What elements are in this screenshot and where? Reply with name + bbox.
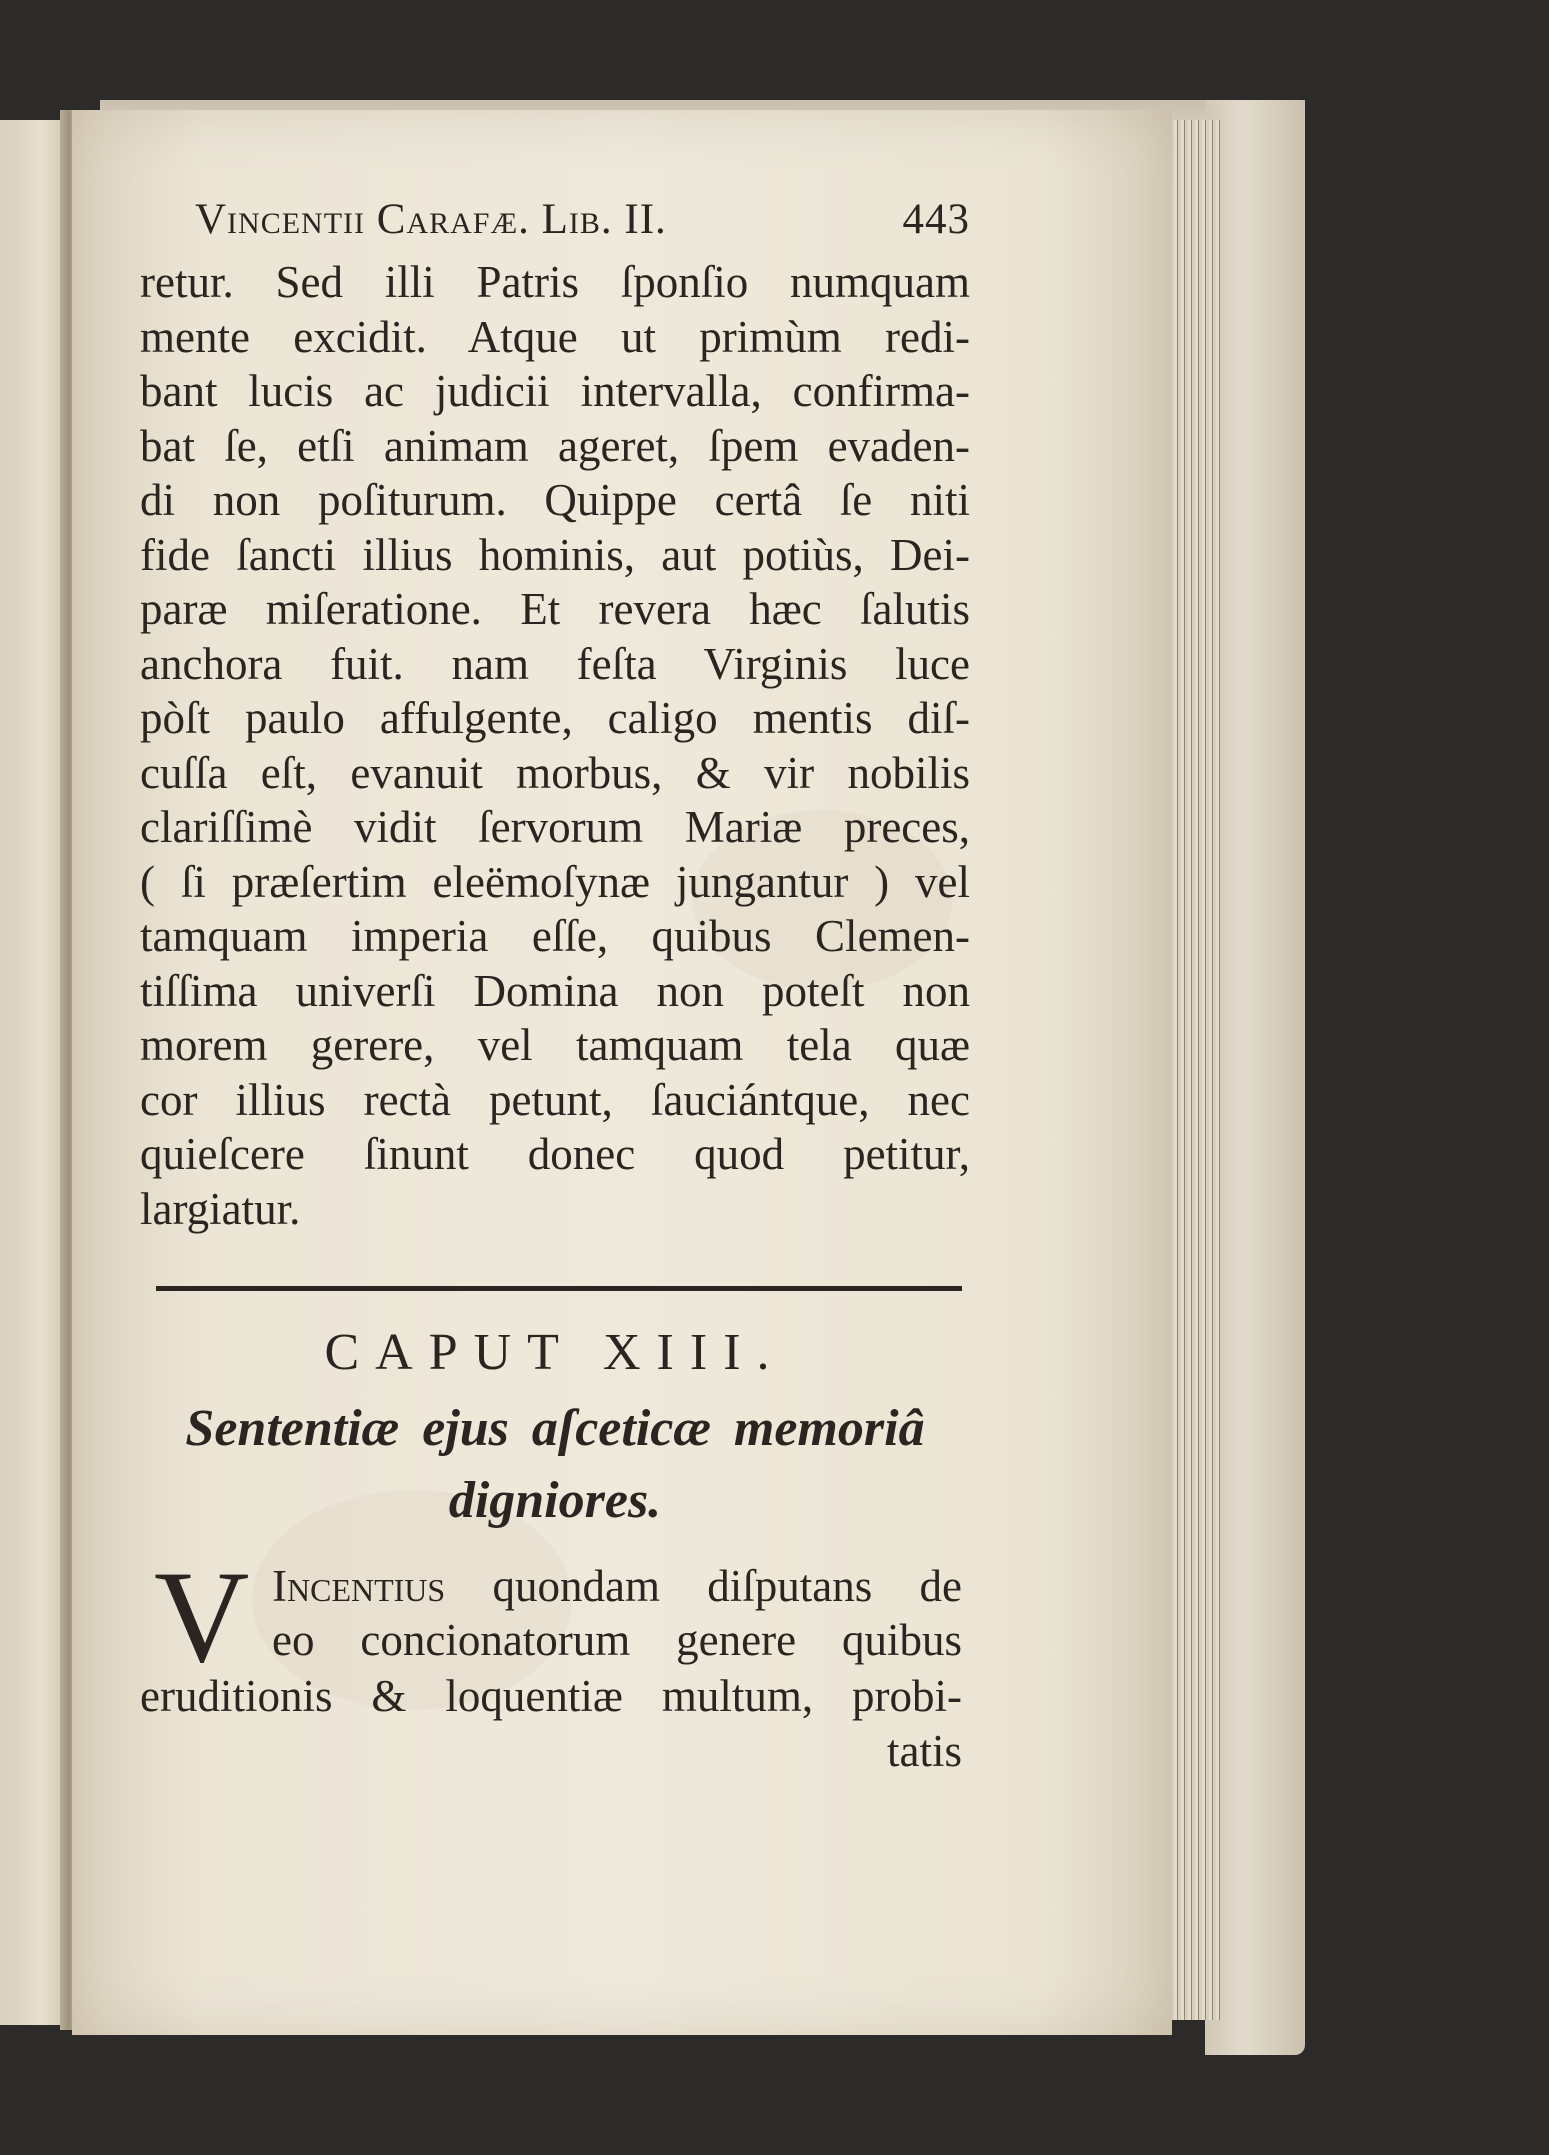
chapter-subtitle-line: digniores. [448,1472,662,1529]
text-line: retur. Sed illi Patris ſponſio numquam [140,257,970,307]
page-number: 443 [902,196,970,243]
chapter-subtitle-line: Sententiæ ejus aſceticæ memoriâ [185,1400,925,1457]
text-line: quieſcere ſinunt donec quod petitur, [140,1129,970,1179]
chapter-divider-rule [156,1286,962,1291]
text-line: bant lucis ac judicii intervalla, confirma- [140,366,970,416]
book-cover-board [1205,100,1305,2055]
running-head [140,195,970,255]
chapter-heading: CAPUT XIII. [324,1324,786,1381]
body-paragraph [140,255,970,1236]
chapter-opening [140,1543,970,1779]
text-line: anchora fuit. nam feſta Virginis luce [140,638,970,689]
running-head-title: Vincentii Carafæ. Lib. II. [195,196,667,243]
catchword: tatis [887,1726,962,1776]
text-line: cuſſa eſt, evanuit morbus, & vir nobilis [140,747,970,798]
line-text: quondam diſputans de [492,1561,962,1611]
text-line: mente excidit. Atque ut primùm redi- [140,311,970,362]
text-line: ( ſi præſertim eleëmoſynæ jungantur ) vel [140,856,970,907]
text-line: di non poſiturum. Quippe certâ ſe niti [140,475,970,525]
text-line: eruditionis & loquentiæ multum, probi- [140,1671,962,1721]
chapter-subtitle [140,1393,970,1537]
text-line: paræ miſeratione. Et revera hæc ſalutis [140,584,970,634]
page-text [140,195,970,1779]
text-line [272,1559,962,1614]
text-line: tamquam imperia eſſe, quibus Clemen- [140,911,970,961]
text-line: cor illius rectà petunt, ſauciántque, nec [140,1074,970,1125]
smallcaps-word: Incentius [272,1561,446,1611]
text-line: tiſſima univerſi Domina non poteſt non [140,965,970,1016]
text-line: largiatur. [140,1183,301,1234]
text-line: bat ſe, etſi animam ageret, ſpem evaden- [140,420,970,471]
drop-cap: V [154,1543,250,1690]
text-line: clariſſimè vidit ſervorum Mariæ preces, [140,802,970,852]
text-line: eo concionatorum genere quibus [272,1615,962,1665]
text-line: pòſt paulo affulgente, caligo mentis diſ- [140,693,970,743]
text-line: morem gerere, vel tamquam tela quæ [140,1020,970,1070]
text-line: fide ſancti illius hominis, aut potiùs, Dei- [140,529,970,580]
